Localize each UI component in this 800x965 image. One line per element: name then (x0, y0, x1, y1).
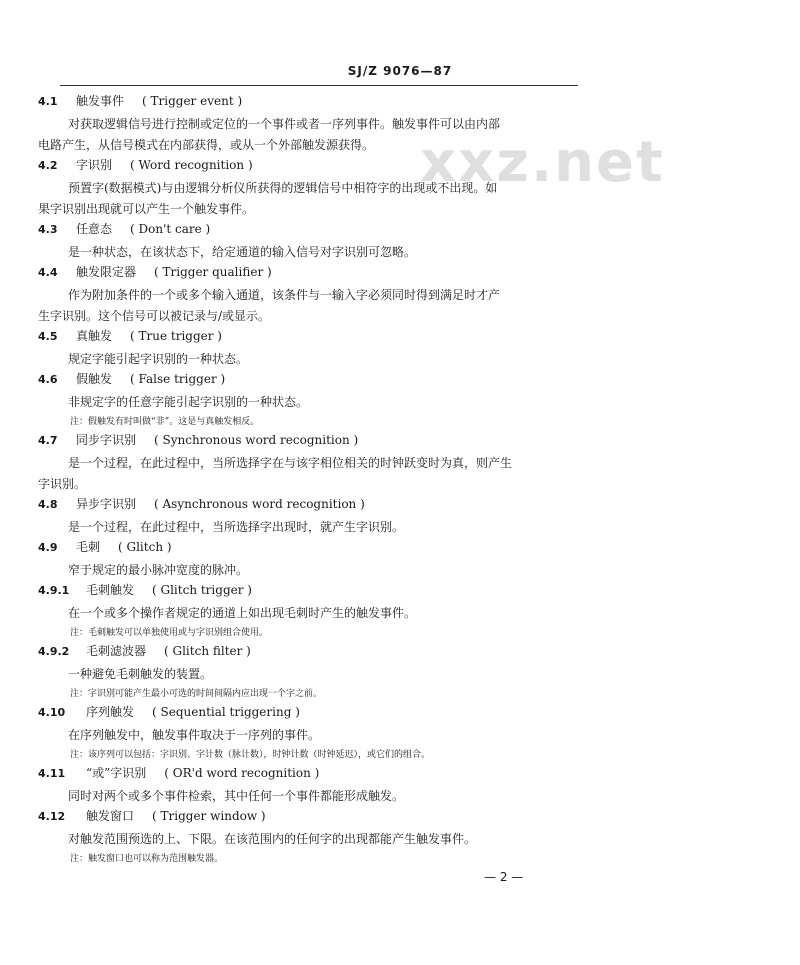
term-english: ( Word recognition ) (130, 158, 253, 172)
term-entry (38, 431, 583, 495)
term-entry (38, 370, 583, 431)
watermark: xxz.net (420, 130, 665, 195)
term-number: 4.3 (38, 223, 58, 236)
definition-line: 同时对两个或多个事件检索，其中任何一个事件都能形成触发。 (68, 789, 405, 803)
term-entry (38, 495, 583, 538)
term-english: ( Glitch ) (118, 540, 172, 554)
term-number: 4.12 (38, 810, 66, 823)
term-heading (38, 327, 583, 349)
term-definition (38, 242, 583, 263)
term-note: 注：该序列可以包括：字识别、字计数（脉计数），时钟计数（时钟延迟），或它们的组合。 (70, 750, 431, 760)
term-entry (38, 581, 583, 642)
term-chinese: “或”字识别 (86, 766, 147, 780)
term-heading (38, 642, 583, 664)
term-number: 4.1 (38, 95, 58, 108)
term-english: ( Trigger window ) (152, 809, 266, 823)
term-english: ( True trigger ) (130, 329, 222, 343)
header-rule (60, 85, 578, 86)
term-heading (38, 220, 583, 242)
term-number: 4.5 (38, 330, 58, 343)
term-definition (38, 453, 583, 495)
term-heading (38, 370, 583, 392)
definition-line: 规定字能引起字识别的一种状态。 (68, 352, 249, 366)
definition-line: 作为附加条件的一个或多个输入通道，该条件与一输入字必须同时得到满足时才产 (68, 288, 501, 302)
term-chinese: 假触发 (76, 372, 113, 386)
term-number: 4.4 (38, 266, 58, 279)
definition-line: 非规定字的任意字能引起字识别的一种状态。 (68, 395, 309, 409)
definition-line: 是一个过程，在此过程中，当所选择字在与该字相位相关的时钟跃变时为真，则产生 (68, 456, 513, 470)
definition-line: 一种避免毛刺触发的装置。 (68, 667, 213, 681)
term-definition (38, 829, 583, 850)
term-definition (38, 349, 583, 370)
definition-line: 对获取逻辑信号进行控制或定位的一个事件或者一序列事件。触发事件可以由内部 (68, 117, 501, 131)
term-heading (38, 764, 583, 786)
term-chinese: 异步字识别 (76, 497, 137, 511)
term-heading (38, 538, 583, 560)
term-english: ( Glitch filter ) (164, 644, 251, 658)
term-english: ( Glitch trigger ) (152, 583, 252, 597)
term-entry (38, 538, 583, 581)
term-number: 4.11 (38, 767, 66, 780)
term-english: ( Trigger qualifier ) (154, 265, 272, 279)
term-heading (38, 581, 583, 603)
term-definition (38, 786, 583, 807)
definition-line: 在序列触发中，触发事件取决于一序列的事件。 (68, 728, 321, 742)
term-chinese: 字识别 (76, 158, 113, 172)
definition-line: 果字识别出现就可以产生一个触发事件。 (38, 202, 255, 216)
term-definition (38, 517, 583, 538)
term-english: ( Don't care ) (130, 222, 211, 236)
term-note: 注：毛刺触发可以单独使用或与字识别组合使用。 (70, 628, 269, 638)
term-entry (38, 92, 583, 156)
term-heading (38, 263, 583, 285)
term-chinese: 真触发 (76, 329, 113, 343)
term-chinese: 毛刺滤波器 (86, 644, 147, 658)
term-entry (38, 327, 583, 370)
term-entry (38, 220, 583, 263)
term-chinese: 任意态 (76, 222, 113, 236)
term-number: 4.10 (38, 706, 66, 719)
term-heading (38, 495, 583, 517)
term-number: 4.9.2 (38, 645, 70, 658)
term-english: ( Synchronous word recognition ) (154, 433, 359, 447)
term-definition (38, 178, 583, 220)
term-note: 注：字识别可能产生最小可选的时间间隔内应出现一个字之前。 (70, 689, 323, 699)
term-chinese: 触发窗口 (86, 809, 135, 823)
standard-code-header: SJ/Z 9076—87 (347, 64, 453, 78)
definition-line: 对触发范围预选的上、下限。在该范围内的任何字的出现都能产生触发事件。 (68, 832, 477, 846)
term-number: 4.9.1 (38, 584, 70, 597)
term-heading (38, 807, 583, 829)
term-number: 4.9 (38, 541, 58, 554)
term-chinese: 触发事件 (76, 94, 125, 108)
term-number: 4.6 (38, 373, 58, 386)
term-english: ( False trigger ) (130, 372, 226, 386)
term-english: ( Trigger event ) (142, 94, 243, 108)
term-entry (38, 263, 583, 327)
definition-line: 字识别。 (38, 477, 87, 491)
definition-line: 预置字(数据模式)与由逻辑分析仪所获得的逻辑信号中相符字的出现或不出现。如 (68, 181, 498, 195)
term-entry (38, 764, 583, 807)
term-definition (38, 664, 583, 685)
term-english: ( OR'd word recognition ) (164, 766, 320, 780)
term-heading (38, 156, 583, 178)
term-chinese: 毛刺触发 (86, 583, 135, 597)
definition-line: 窄于规定的最小脉冲宽度的脉冲。 (68, 563, 249, 577)
term-entry (38, 156, 583, 220)
definition-line: 是一个过程，在此过程中，当所选择字出现时，就产生字识别。 (68, 520, 405, 534)
term-chinese: 毛刺 (76, 540, 101, 554)
term-entry (38, 703, 583, 764)
terms-list (38, 92, 583, 868)
term-heading (38, 431, 583, 453)
term-note: 注：假触发有时叫做“非”。这是与真触发相反。 (70, 417, 260, 427)
definition-line: 生字识别。这个信号可以被记录与/或显示。 (38, 309, 271, 323)
term-chinese: 序列触发 (86, 705, 135, 719)
term-definition (38, 285, 583, 327)
term-number: 4.2 (38, 159, 58, 172)
term-entry (38, 807, 583, 868)
term-english: ( Sequential triggering ) (152, 705, 300, 719)
definition-line: 在一个或多个操作者规定的通道上如出现毛刺时产生的触发事件。 (68, 606, 417, 620)
term-heading (38, 703, 583, 725)
term-entry (38, 642, 583, 703)
term-definition (38, 392, 583, 413)
page-number: — 2 — (484, 870, 524, 884)
term-number: 4.7 (38, 434, 58, 447)
definition-line: 电路产生，从信号模式在内部获得，或从一个外部触发源获得。 (38, 138, 375, 152)
term-heading (38, 92, 583, 114)
term-definition (38, 725, 583, 746)
term-chinese: 触发限定器 (76, 265, 137, 279)
term-definition (38, 114, 583, 156)
term-definition (38, 603, 583, 624)
definition-line: 是一种状态，在该状态下，给定通道的输入信号对字识别可忽略。 (68, 245, 417, 259)
term-english: ( Asynchronous word recognition ) (154, 497, 365, 511)
term-note: 注：触发窗口也可以称为范围触发器。 (70, 854, 224, 864)
term-chinese: 同步字识别 (76, 433, 137, 447)
term-number: 4.8 (38, 498, 58, 511)
term-definition (38, 560, 583, 581)
